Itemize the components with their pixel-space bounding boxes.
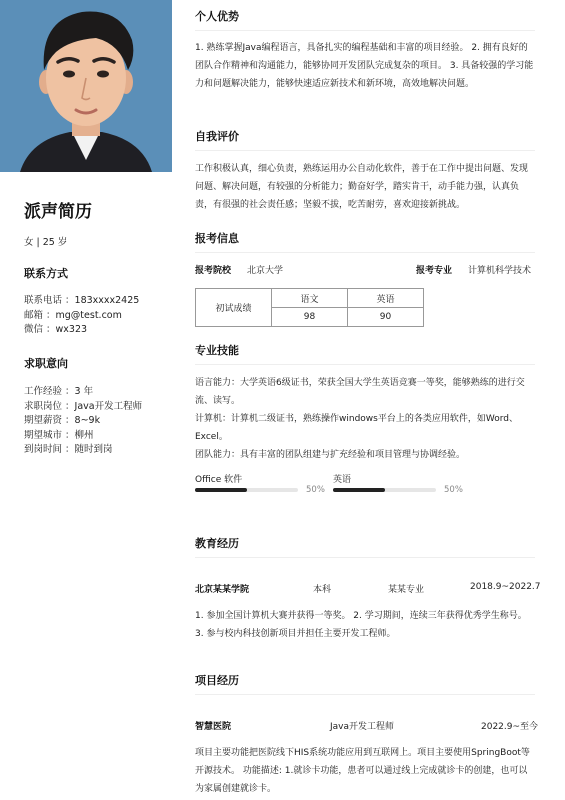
bar-label: Office 软件: [195, 475, 243, 485]
portrait-illustration: [0, 0, 172, 172]
bar-fill: [195, 488, 247, 492]
advantages-text: 1. 熟练掌握Java编程语言，具备扎实的编程基础和丰富的项目经验。 2. 拥有良好的团队合作精神和沟通能力，能够协同开发团队完成复杂的项目。 3. 具备较强的学习能力和问题解决能力，能够快速适应新技术和新环境，高效地解决问题。: [195, 43, 534, 89]
intent-list: [24, 385, 142, 458]
score-table: [195, 288, 424, 327]
subject-chinese: 语文: [272, 289, 348, 308]
advantages-heading: 个人优势: [195, 8, 535, 31]
skill-language: 语言能力：大学英语6级证书，荣获全国大学生英语竞赛一等奖，能够熟练的进行交流、读写。: [195, 378, 525, 406]
position-text: 求职岗位 ：Java开发工程师: [24, 400, 143, 412]
education-heading: 教育经历: [195, 535, 535, 558]
skills-heading: 专业技能: [195, 342, 535, 365]
score-english: 90: [348, 308, 424, 327]
self-eval-heading: 自我评价: [195, 128, 535, 151]
score-label: 初试成绩: [196, 289, 272, 327]
edu-degree: 本科: [313, 585, 332, 595]
school-label: 报考院校: [195, 266, 232, 276]
resume-name: 派声简历: [24, 202, 92, 222]
salary-text: 期望薪资 ：8~9k: [24, 415, 101, 426]
bar-percent: 50%: [306, 485, 325, 495]
main-content: [195, 0, 540, 800]
contact-heading: 联系方式: [24, 267, 68, 280]
skills-text: [195, 374, 535, 464]
major-value: 计算机科学技术: [468, 266, 532, 276]
skill-bar-english: [333, 472, 463, 495]
education-text: 1. 参加全国计算机大赛并获得一等奖。 2. 学习期间，连续三年获得优秀学生称号。 3. 参与校内科技创新项目并担任主要开发工程师。: [195, 611, 527, 639]
score-chinese: 98: [272, 308, 348, 327]
bar-track: [195, 488, 298, 492]
skill-computer: 计算机：计算机二级证书，熟练操作windows平台上的各类应用软件，如Word、Excel。: [195, 414, 518, 442]
edu-major: 某某专业: [388, 585, 425, 595]
edu-period: 2018.9~2022.7: [470, 582, 541, 592]
basic-info: 女 | 25 岁: [24, 237, 68, 248]
skill-team: 团队能力：具有丰富的团队组建与扩充经验和项目管理与协调经验。: [195, 450, 466, 460]
major-label: 报考专业: [416, 266, 453, 276]
contact-list: [24, 294, 139, 338]
subject-english: 英语: [348, 289, 424, 308]
project-name: 智慧医院: [195, 722, 232, 732]
email-text: 邮箱 ：mg@test.com: [24, 309, 122, 321]
skill-bar-office: [195, 472, 325, 495]
project-heading: 项目经历: [195, 672, 535, 695]
bar-fill: [333, 488, 385, 492]
project-role: Java开发工程师: [330, 722, 395, 732]
edu-school: 北京某某学院: [195, 585, 250, 595]
city-text: 期望城市 ：柳州: [24, 429, 94, 441]
self-eval-text: 工作积极认真，细心负责，熟练运用办公自动化软件，善于在工作中提出问题、发现问题、解决问题，有较强的分析能力；勤奋好学，踏实肯干，动手能力强，认真负责，有很强的社会责任感；坚毅不拔，吃苦耐劳，喜欢迎接新挑战。: [195, 164, 529, 210]
bar-percent: 50%: [444, 485, 463, 495]
profile-photo: [0, 0, 172, 172]
availability-text: 到岗时间 ：随时到岗: [24, 444, 113, 455]
bar-label: 英语: [333, 475, 352, 485]
phone-text: 联系电话 ：183xxxx2425: [24, 295, 140, 306]
wechat-text: 微信 ：wx323: [24, 324, 88, 335]
school-value: 北京大学: [247, 266, 284, 276]
bar-track: [333, 488, 436, 492]
sidebar: [0, 0, 172, 800]
project-period: 2022.9~至今: [481, 722, 539, 732]
experience-text: 工作经验 ：3 年: [24, 386, 94, 397]
exam-heading: 报考信息: [195, 230, 535, 253]
intent-heading: 求职意向: [24, 357, 68, 370]
project-text: 项目主要功能把医院线下HIS系统功能应用到互联网上。项目主要使用SpringBoot等开源技术。 功能描述: 1.就诊卡功能，患者可以通过线上完成就诊卡的创建，也可以为家属创建就诊卡。: [195, 748, 530, 794]
